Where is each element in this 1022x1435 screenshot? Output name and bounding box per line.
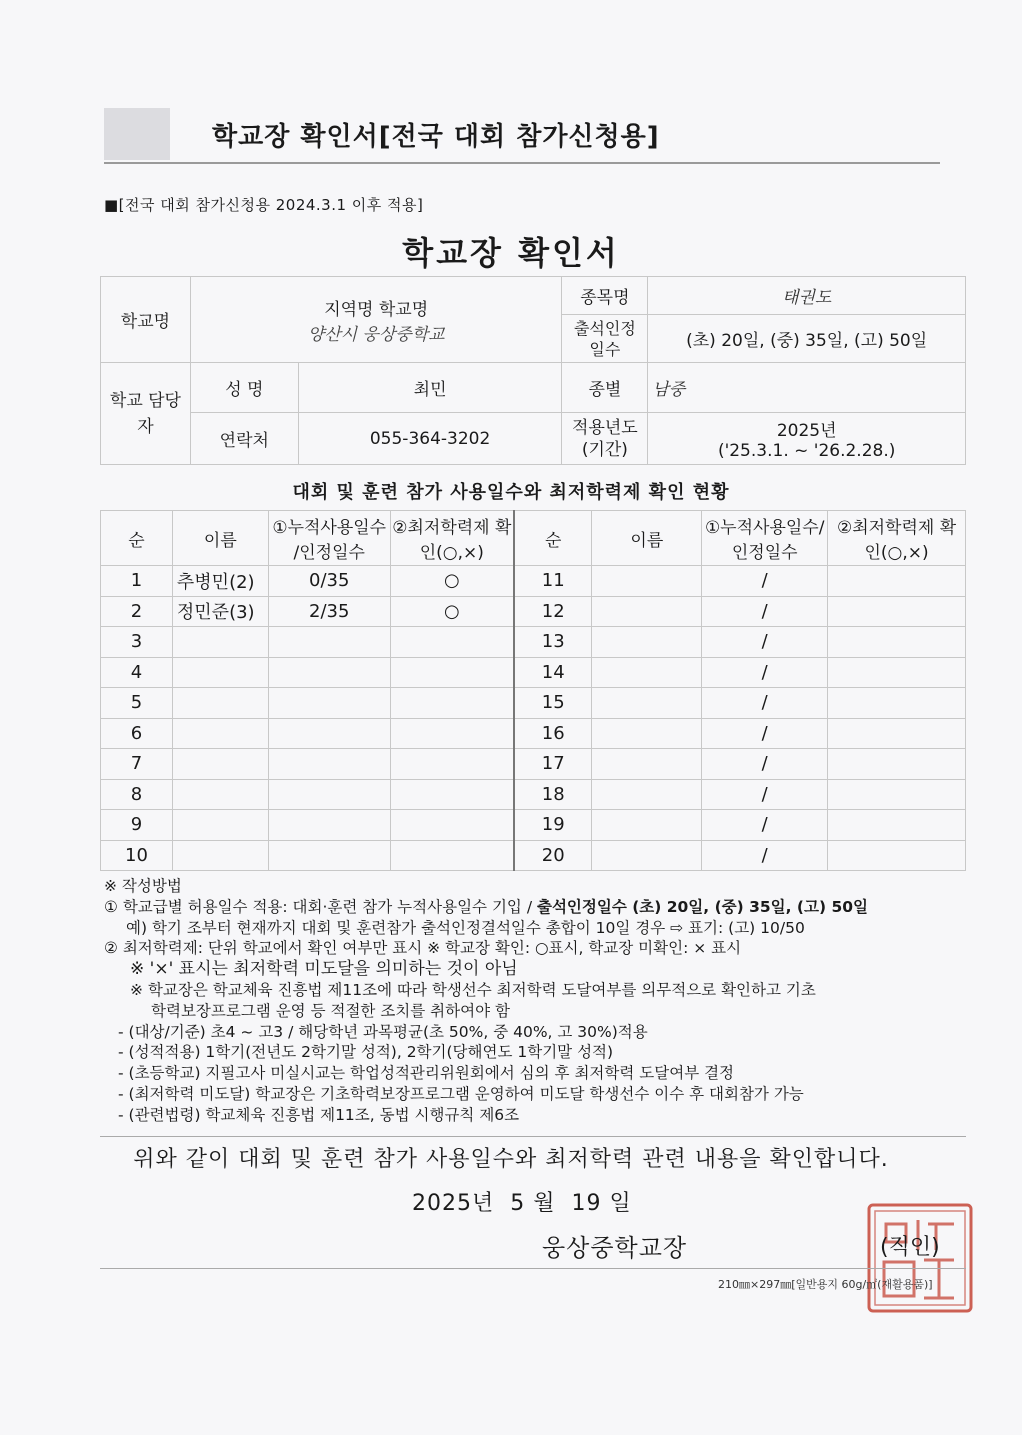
name-value: 최민	[298, 363, 562, 413]
table-cell: 16	[514, 718, 592, 749]
note-line: 학력보장프로그램 운영 등 적절한 조치를 취하여야 함	[151, 1001, 510, 1020]
col-header: 이름	[172, 511, 268, 566]
col-header: ①누적사용일수 /인정일수	[268, 511, 390, 566]
table-row	[101, 627, 966, 658]
table-cell	[172, 627, 268, 658]
table-cell: 10	[101, 840, 173, 871]
notes-heading: ※ 작성방법	[104, 877, 182, 895]
form-header	[104, 108, 940, 160]
table-cell	[390, 718, 514, 749]
table-cell	[828, 810, 966, 841]
table-row	[101, 779, 966, 810]
bottom-rule	[100, 1268, 966, 1269]
table-cell	[268, 840, 390, 871]
table-cell: /	[702, 657, 828, 688]
note-line: ※ '×' 표시는 최저학력 미도달을 의미하는 것이 아님	[130, 959, 518, 980]
table-cell	[390, 810, 514, 841]
paper-spec: 210㎜×297㎜[일반용지 60g/㎡(재활용품)]	[718, 1278, 933, 1291]
confirmation-text: 위와 같이 대회 및 훈련 참가 사용일수와 최저학력 관련 내용을 확인합니다.	[133, 1147, 889, 1172]
note-line: ② 최저학력제: 단위 학교에서 확인 여부만 표시 ※ 학교장 확인: ○표시, 학교장 미확인: × 표시	[104, 939, 742, 958]
table-cell: /	[702, 566, 828, 597]
table-cell: /	[702, 840, 828, 871]
table-cell: 17	[514, 749, 592, 780]
table-row	[101, 596, 966, 627]
year-cell	[648, 413, 966, 465]
period-value: ('25.3.1. ~ '26.2.28.)	[717, 441, 896, 461]
table-cell: 3	[101, 627, 173, 658]
table-row	[101, 810, 966, 841]
table-cell: ○	[390, 596, 514, 627]
table-cell	[268, 627, 390, 658]
note-line: - (최저학력 미도달) 학교장은 기초학력보장프로그램 운영하여 미도달 학생선수 이수 후 대회참가 가능	[118, 1084, 804, 1103]
sport-label: 종목명	[562, 277, 648, 315]
gender-value: 남중	[648, 363, 966, 413]
table-cell	[592, 657, 702, 688]
header-rule	[104, 162, 940, 164]
table-cell	[390, 840, 514, 871]
application-note: ■[전국 대회 참가신청용 2024.3.1 이후 적용]	[104, 196, 424, 214]
table-cell	[828, 718, 966, 749]
table-header-row	[101, 511, 966, 566]
table-cell: 7	[101, 749, 173, 780]
table-cell	[828, 840, 966, 871]
col-header: ②최저학력제 확인(○,×)	[828, 511, 966, 566]
table-cell	[828, 749, 966, 780]
manager-label: 학교 담당자	[101, 363, 191, 465]
info-table	[100, 276, 966, 465]
table-cell: 15	[514, 688, 592, 719]
attendance-value: (초) 20일, (중) 35일, (고) 50일	[648, 315, 966, 363]
seal-label: (직인)	[880, 1235, 940, 1260]
table-cell: 13	[514, 627, 592, 658]
col-header: 순	[514, 511, 592, 566]
table-row	[101, 840, 966, 871]
table-cell: 5	[101, 688, 173, 719]
table-cell	[390, 657, 514, 688]
col-header: 이름	[592, 511, 702, 566]
note-text: ① 학교급별 허용일수 적용: 대회·훈련 참가 누적사용일수 기입 /	[104, 897, 537, 916]
principal-signature: 웅상중학교장	[542, 1234, 688, 1262]
table-cell	[828, 779, 966, 810]
divider	[100, 1136, 966, 1137]
table-cell: ○	[390, 566, 514, 597]
table-cell	[828, 688, 966, 719]
table-cell: /	[702, 810, 828, 841]
table-cell: 4	[101, 657, 173, 688]
note-line: - (성적적용) 1학기(전년도 2학기말 성적), 2학기(당해연도 1학기말 성적)	[118, 1043, 614, 1062]
table-cell	[592, 749, 702, 780]
name-label: 성 명	[190, 363, 298, 413]
contact-label: 연락처	[190, 413, 298, 465]
table-cell: 0/35	[268, 566, 390, 597]
table-cell	[828, 566, 966, 597]
table-row	[101, 749, 966, 780]
table-cell: /	[702, 627, 828, 658]
table-cell: 14	[514, 657, 592, 688]
table-cell: 추병민(2)	[172, 566, 268, 597]
table-cell	[268, 688, 390, 719]
note-bold: 출석인정일수 (초) 20일, (중) 35일, (고) 50일	[536, 897, 869, 916]
table-cell	[172, 688, 268, 719]
table-row	[101, 718, 966, 749]
school-label: 학교명	[101, 277, 191, 363]
table-cell	[390, 688, 514, 719]
participation-table	[100, 510, 966, 871]
note-line: - (관련법령) 학교체육 진흥법 제11조, 동법 시행규칙 제6조	[118, 1105, 520, 1124]
table-cell	[172, 718, 268, 749]
table-cell	[828, 657, 966, 688]
contact-value: 055-364-3202	[298, 413, 562, 465]
school-value: 양산시 웅상중학교	[307, 324, 445, 345]
note-line: - (초등학교) 지필고사 미실시교는 학업성적관리위원회에서 심의 후 최저학력 도달여부 결정	[118, 1064, 735, 1083]
table-cell: /	[702, 749, 828, 780]
table-cell: 정민준(3)	[172, 596, 268, 627]
table-cell	[268, 718, 390, 749]
table-cell: 11	[514, 566, 592, 597]
table-cell: 9	[101, 810, 173, 841]
header-tab	[104, 108, 170, 160]
table-cell	[268, 657, 390, 688]
table-cell	[172, 840, 268, 871]
form-title: 학교장 확인서[전국 대회 참가신청용]	[212, 122, 660, 152]
note-line	[104, 897, 970, 918]
school-cell	[190, 277, 562, 363]
table-cell: /	[702, 718, 828, 749]
gender-label: 종별	[562, 363, 648, 413]
table-cell	[268, 779, 390, 810]
table-cell	[828, 596, 966, 627]
table-cell: 8	[101, 779, 173, 810]
sport-value: 태권도	[648, 277, 966, 315]
table-cell: 12	[514, 596, 592, 627]
instructions	[104, 876, 970, 1126]
table-cell: 1	[101, 566, 173, 597]
table-cell	[592, 688, 702, 719]
issue-date: 2025년 5 월 19 일	[412, 1191, 632, 1216]
note-line: 예) 학기 조부터 현재까지 대회 및 훈련참가 출석인정결석일수 총합이 10일 경우 ⇨ 표기: (고) 10/50	[126, 918, 805, 937]
table-row	[101, 657, 966, 688]
table-cell	[172, 749, 268, 780]
note-line: - (대상/기준) 초4 ~ 고3 / 해당학년 과목평균(초 50%, 중 40%, 고 30%)적용	[118, 1022, 648, 1041]
table-cell: 19	[514, 810, 592, 841]
table-cell: 18	[514, 779, 592, 810]
table-cell	[592, 810, 702, 841]
table-cell	[172, 810, 268, 841]
table-cell	[390, 749, 514, 780]
document-title: 학교장 확인서	[402, 234, 620, 272]
table-title: 대회 및 훈련 참가 사용일수와 최저학력제 확인 현황	[292, 482, 730, 503]
table-cell: /	[702, 688, 828, 719]
col-header: ①누적사용일수/ 인정일수	[702, 511, 828, 566]
table-cell	[592, 627, 702, 658]
table-cell	[592, 840, 702, 871]
col-header: 순	[101, 511, 173, 566]
table-cell	[592, 596, 702, 627]
table-cell	[268, 749, 390, 780]
table-cell	[592, 779, 702, 810]
table-cell: 2/35	[268, 596, 390, 627]
table-row	[101, 566, 966, 597]
table-cell	[390, 779, 514, 810]
table-cell: 20	[514, 840, 592, 871]
year-value: 2025년	[776, 421, 837, 441]
col-header: ②최저학력제 확인(○,×)	[390, 511, 514, 566]
table-cell	[268, 810, 390, 841]
table-cell: 6	[101, 718, 173, 749]
year-label: 적용년도 (기간)	[562, 413, 648, 465]
table-cell	[172, 779, 268, 810]
attendance-label: 출석인정 일수	[562, 315, 648, 363]
table-cell: /	[702, 779, 828, 810]
table-cell	[172, 657, 268, 688]
note-line: ※ 학교장은 학교체육 진흥법 제11조에 따라 학생선수 최저학력 도달여부를 의무적으로 확인하고 기초	[130, 980, 816, 999]
school-header: 지역명 학교명	[324, 299, 429, 320]
table-cell: 2	[101, 596, 173, 627]
table-row	[101, 688, 966, 719]
table-cell	[592, 718, 702, 749]
table-cell: /	[702, 596, 828, 627]
table-cell	[592, 566, 702, 597]
table-cell	[390, 627, 514, 658]
table-cell	[828, 627, 966, 658]
